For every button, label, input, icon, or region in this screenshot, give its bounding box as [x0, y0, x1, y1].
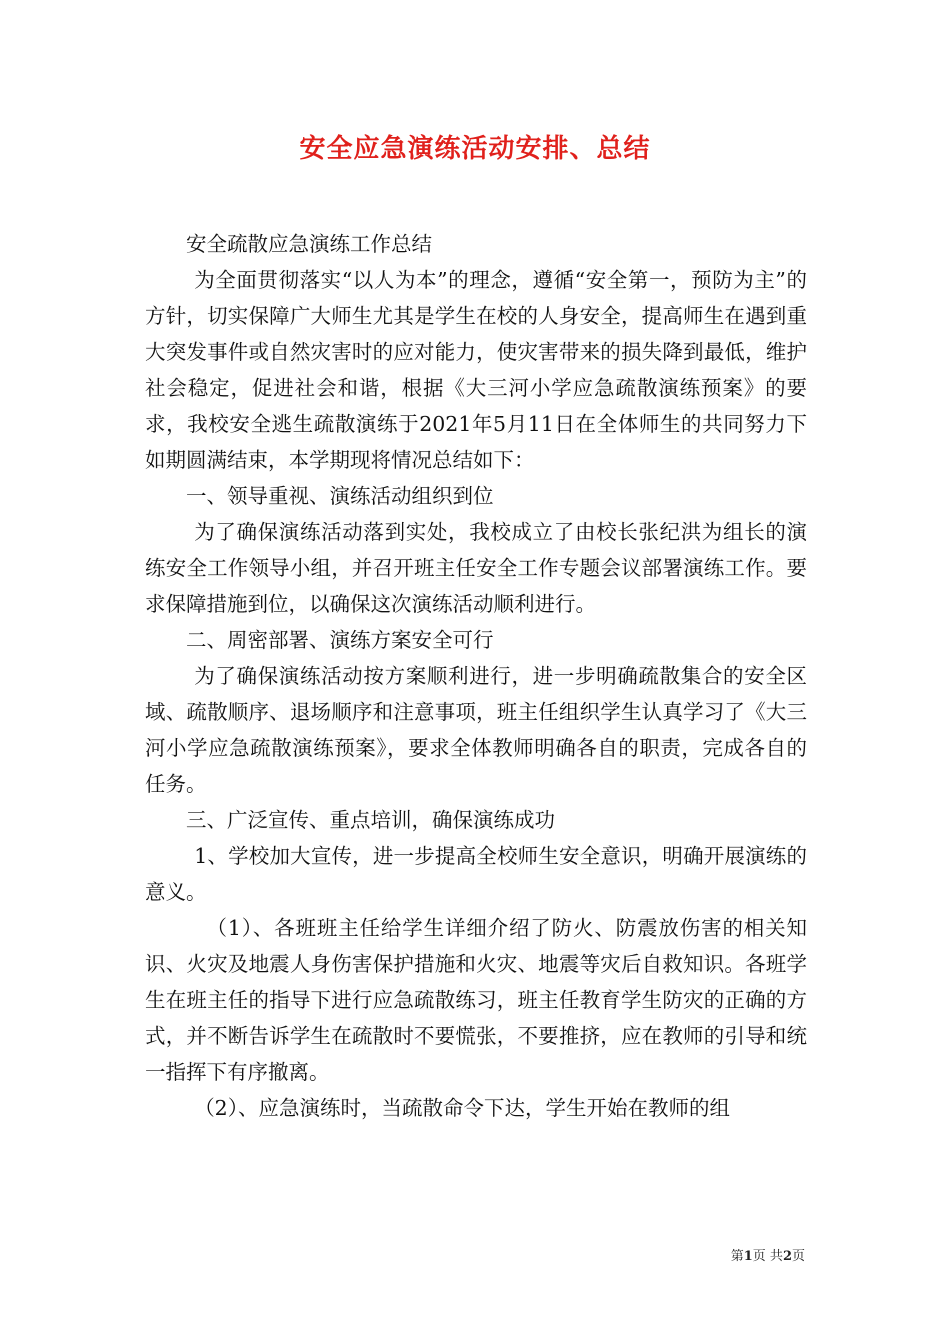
page-label-mid: 页 共	[752, 1249, 783, 1264]
document-title: 安全应急演练活动安排、总结	[299, 134, 651, 164]
current-page-number: 1	[743, 1249, 753, 1264]
sub-item-paragraph: （2）、应急演练时，当疏散命令下达，学生开始在教师的组	[194, 1096, 730, 1120]
total-pages-number: 2	[782, 1249, 792, 1264]
sub-item-paragraph: （1）、各班班主任给学生详细介绍了防火、防震放伤害的相关知识、火灾及地震人身伤害保护措施和火灾、地震等灾后自救知识。各班学生在班主任的指导下进行应急疏散练习，班主任教育学生防灾的正确的方式，并不断告诉学生在疏散时不要慌张，不要推挤，应在教师的引导和统一指挥下有序撤离。	[145, 916, 807, 1084]
section-heading: 一、领导重视、演练活动组织到位	[186, 484, 494, 508]
section-heading: 三、广泛宣传、重点培训，确保演练成功	[186, 808, 555, 832]
list-item-paragraph: 1、学校加大宣传，进一步提高全校师生安全意识，明确开展演练的意义。	[145, 844, 807, 904]
section-heading: 安全疏散应急演练工作总结	[186, 232, 432, 256]
page-number-footer	[731, 1245, 805, 1264]
body-paragraph: 为了确保演练活动落到实处，我校成立了由校长张纪洪为组长的演练安全工作领导小组，并召开班主任安全工作专题会议部署演练工作。要求保障措施到位，以确保这次演练活动顺利进行。	[145, 520, 807, 616]
document-body	[145, 226, 807, 1126]
body-paragraph: 为了确保演练活动按方案顺利进行，进一步明确疏散集合的安全区域、疏散顺序、退场顺序和注意事项，班主任组织学生认真学习了《大三河小学应急疏散演练预案》，要求全体教师明确各自的职责，完成各自的任务。	[145, 664, 807, 796]
intro-paragraph: 为全面贯彻落实“以人为本”的理念，遵循“安全第一，预防为主”的方针，切实保障广大师生尤其是学生在校的人身安全，提高师生在遇到重大突发事件或自然灾害时的应对能力，使灾害带来的损失降到最低，维护社会稳定，促进社会和谐，根据《大三河小学应急疏散演练预案》的要求，我校安全逃生疏散演练于2021年5月11日在全体师生的共同努力下如期圆满结束，本学期现将情况总结如下：	[145, 268, 807, 472]
section-heading: 二、周密部署、演练方案安全可行	[186, 628, 494, 652]
page-label-suffix: 页	[791, 1249, 805, 1264]
page-label-prefix: 第	[730, 1249, 744, 1264]
